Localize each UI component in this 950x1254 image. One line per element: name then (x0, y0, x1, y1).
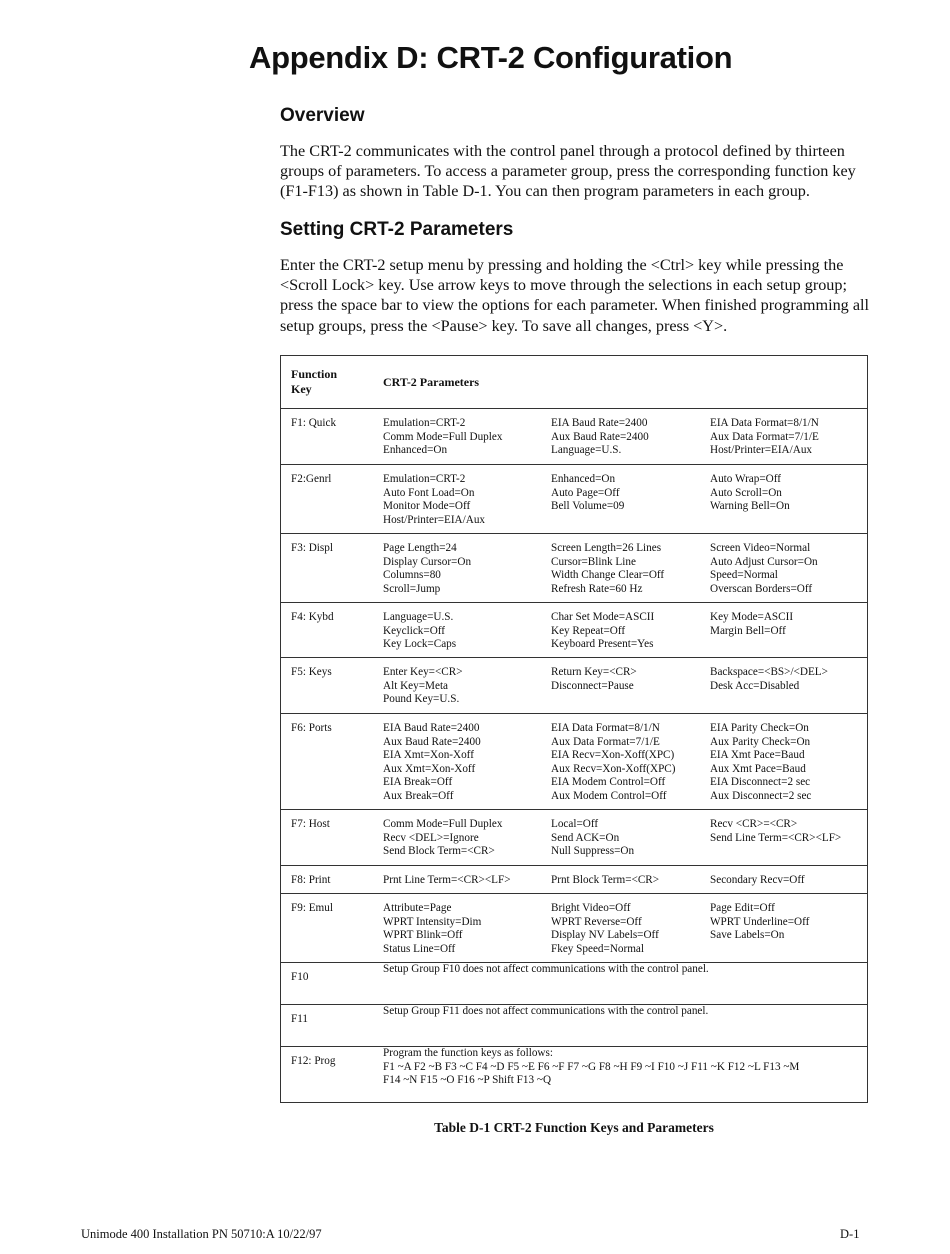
parameter-cell (383, 866, 551, 894)
parameter-value: Prnt Block Term=<CR> (551, 874, 660, 886)
parameter-value: Enhanced=On (551, 473, 616, 485)
parameter-cell (710, 534, 868, 603)
table-row (281, 1005, 868, 1047)
function-key-cell: F1: Quick (281, 409, 384, 465)
parameter-cell (551, 894, 710, 963)
parameter-value: Bright Video=Off (551, 902, 631, 914)
setting-paragraph: Enter the CRT-2 setup menu by pressing and holding the <Ctrl> key while pressing the <Scroll Lock> key. Use arrow keys to move through the selections in each setup group; press the space bar to view the options for each parameter. When finished programming all setup groups, press the <Pause> key. To save all changes, press <Y>. (280, 256, 870, 335)
parameter-value: EIA Data Format=8/1/N (551, 722, 660, 734)
function-key-cell: F9: Emul (281, 894, 384, 963)
parameter-value: Aux Modem Control=Off (551, 789, 667, 802)
parameter-cell (551, 714, 710, 810)
parameter-value: Comm Mode=Full Duplex (383, 818, 503, 830)
parameter-value: Key Lock=Caps (383, 638, 457, 650)
parameter-value: Display Cursor=On (383, 555, 472, 568)
overview-paragraph: The CRT-2 communicates with the control panel through a protocol defined by thirteen groups of parameters. To access a parameter group, press the corresponding function key (F1-F13) as shown in Table D-1. You can then program parameters in each group. (280, 142, 856, 201)
parameter-cell (551, 534, 710, 603)
parameter-value: WPRT Blink=Off (383, 929, 463, 941)
parameter-value: Screen Video=Normal (710, 542, 811, 554)
function-key-cell: F3: Displ (281, 534, 384, 603)
note-cell (383, 1005, 868, 1047)
parameter-value: Aux Data Format=7/1/E (710, 430, 819, 443)
parameter-cell (710, 714, 868, 810)
parameter-value: Pound Key=U.S. (383, 693, 460, 705)
table-row (281, 409, 868, 465)
parameter-value: Cursor=Blink Line (551, 555, 636, 568)
page-number: D-1 (840, 1227, 860, 1241)
parameter-value: Page Length=24 (383, 542, 457, 554)
parameter-value: Secondary Recv=Off (710, 874, 805, 886)
parameter-cell (383, 534, 551, 603)
note-text: F1 ~A F2 ~B F3 ~C F4 ~D F5 ~E F6 ~F F7 ~G F8 ~H F9 ~I F10 ~J F11 ~K F12 ~L F13 ~M (383, 1060, 800, 1073)
parameter-value: Save Labels=On (710, 929, 785, 941)
parameter-value: Warning Bell=On (710, 500, 790, 512)
parameter-value: Speed=Normal (710, 569, 778, 581)
table-header-row (281, 356, 868, 409)
parameter-value: Aux Baud Rate=2400 (383, 735, 481, 748)
parameter-value: Host/Printer=EIA/Aux (710, 444, 813, 456)
parameter-value: Disconnect=Pause (551, 679, 634, 692)
table-row (281, 866, 868, 894)
table-row (281, 534, 868, 603)
parameter-value: Status Line=Off (383, 942, 456, 955)
parameter-value: Aux Xmt Pace=Baud (710, 762, 806, 775)
parameter-cell (710, 603, 868, 658)
table-row (281, 810, 868, 866)
table-row (281, 603, 868, 658)
parameter-cell (383, 714, 551, 810)
parameter-value: Emulation=CRT-2 (383, 417, 466, 429)
parameter-value: Auto Font Load=On (383, 486, 475, 499)
parameter-value: Auto Scroll=On (710, 486, 782, 499)
parameter-cell (710, 409, 868, 465)
parameter-value: Key Mode=ASCII (710, 611, 794, 623)
function-key-cell: F2:Genrl (281, 465, 384, 534)
parameter-value: Alt Key=Meta (383, 679, 449, 692)
parameter-value: Overscan Borders=Off (710, 582, 813, 595)
parameter-value: EIA Disconnect=2 sec (710, 776, 811, 788)
parameter-value: Host/Printer=EIA/Aux (383, 513, 486, 526)
parameter-value: EIA Break=Off (383, 776, 453, 788)
function-key-cell: F8: Print (281, 866, 384, 894)
parameter-value: Send Block Term=<CR> (383, 845, 495, 857)
footer-left: Unimode 400 Installation PN 50710:A 10/22/97 (81, 1227, 322, 1241)
parameter-value: Fkey Speed=Normal (551, 942, 644, 955)
parameter-value: EIA Xmt=Xon-Xoff (383, 749, 474, 761)
parameter-value: Columns=80 (383, 569, 441, 581)
function-key-cell: F5: Keys (281, 658, 384, 714)
parameter-value: Enter Key=<CR> (383, 666, 463, 678)
parameter-cell (383, 409, 551, 465)
header-function-key (281, 356, 384, 409)
parameter-value: Enhanced=On (383, 444, 448, 456)
parameter-value: Language=U.S. (551, 444, 622, 456)
function-key-table (280, 355, 868, 1103)
parameter-value: Monitor Mode=Off (383, 500, 471, 512)
parameter-value: Char Set Mode=ASCII (551, 611, 655, 623)
parameter-value: Key Repeat=Off (551, 624, 626, 637)
table-row (281, 465, 868, 534)
parameter-value: Width Change Clear=Off (551, 569, 665, 581)
parameter-value: Aux Parity Check=On (710, 735, 811, 748)
function-key-cell: F4: Kybd (281, 603, 384, 658)
parameter-value: Scroll=Jump (383, 582, 441, 595)
parameter-cell (551, 465, 710, 534)
parameter-value: Aux Recv=Xon-Xoff(XPC) (551, 762, 676, 775)
parameter-value: Refresh Rate=60 Hz (551, 582, 643, 595)
parameter-value: Margin Bell=Off (710, 624, 786, 637)
parameter-value: Auto Wrap=Off (710, 473, 782, 485)
note-text: Program the function keys as follows: (383, 1047, 553, 1059)
note-text: Setup Group F10 does not affect communications with the control panel. (383, 963, 709, 975)
parameter-value: Keyboard Present=Yes (551, 638, 654, 650)
page-title: Appendix D: CRT-2 Configuration (249, 40, 733, 75)
parameter-cell (551, 810, 710, 866)
note-cell (383, 963, 868, 1005)
parameter-cell (551, 658, 710, 714)
function-key-cell: F6: Ports (281, 714, 384, 810)
parameter-cell (551, 409, 710, 465)
parameter-value: Null Suppress=On (551, 845, 635, 857)
parameter-cell (383, 465, 551, 534)
parameter-value: Aux Break=Off (383, 789, 454, 802)
parameter-value: Send ACK=On (551, 831, 620, 844)
parameter-value: EIA Data Format=8/1/N (710, 417, 819, 429)
overview-heading: Overview (280, 105, 365, 126)
parameter-value: EIA Recv=Xon-Xoff(XPC) (551, 749, 675, 761)
function-key-cell: F12: Prog (281, 1047, 384, 1103)
note-cell (383, 1047, 868, 1103)
parameter-cell (383, 603, 551, 658)
parameter-value: Prnt Line Term=<CR><LF> (383, 874, 511, 886)
function-key-cell: F10 (281, 963, 384, 1005)
function-key-cell: F11 (281, 1005, 384, 1047)
parameter-value: EIA Baud Rate=2400 (551, 417, 648, 429)
parameter-value: Attribute=Page (383, 902, 452, 914)
parameter-cell (551, 603, 710, 658)
parameter-value: Display NV Labels=Off (551, 929, 659, 941)
table-row (281, 963, 868, 1005)
parameter-cell (710, 658, 868, 714)
parameter-cell (383, 894, 551, 963)
header-params: CRT-2 Parameters (383, 356, 868, 409)
parameter-value: Auto Page=Off (551, 486, 620, 499)
note-text: Setup Group F11 does not affect communications with the control panel. (383, 1005, 709, 1017)
parameter-value: Page Edit=Off (710, 902, 775, 914)
parameter-value: Emulation=CRT-2 (383, 473, 466, 485)
table-row (281, 894, 868, 963)
parameter-value: Desk Acc=Disabled (710, 679, 800, 692)
parameter-value: Keyclick=Off (383, 624, 446, 637)
table-row (281, 1047, 868, 1103)
parameter-value: Language=U.S. (383, 611, 454, 623)
parameter-value: Local=Off (551, 818, 599, 830)
parameter-value: EIA Modem Control=Off (551, 776, 666, 788)
parameter-value: EIA Baud Rate=2400 (383, 722, 480, 734)
parameter-value: EIA Xmt Pace=Baud (710, 749, 805, 761)
parameter-value: EIA Parity Check=On (710, 722, 809, 734)
parameter-value: Aux Xmt=Xon-Xoff (383, 762, 476, 775)
parameter-value: Aux Disconnect=2 sec (710, 789, 812, 802)
parameter-cell (710, 866, 868, 894)
parameter-value: Auto Adjust Cursor=On (710, 555, 818, 568)
parameter-value: Recv <CR>=<CR> (710, 818, 798, 830)
parameter-cell (383, 810, 551, 866)
setting-heading: Setting CRT-2 Parameters (280, 219, 514, 240)
function-key-cell: F7: Host (281, 810, 384, 866)
note-text: F14 ~N F15 ~O F16 ~P Shift F13 ~Q (383, 1074, 552, 1086)
table-row (281, 658, 868, 714)
parameter-value: Backspace=<BS>/<DEL> (710, 666, 828, 678)
parameter-cell (710, 810, 868, 866)
parameter-value: WPRT Underline=Off (710, 915, 810, 928)
parameter-value: Recv <DEL>=Ignore (383, 831, 479, 844)
table-caption: Table D-1 CRT-2 Function Keys and Parameters (434, 1120, 714, 1135)
parameter-value: WPRT Intensity=Dim (383, 915, 482, 928)
parameter-value: Bell Volume=09 (551, 500, 625, 512)
table-row (281, 714, 868, 810)
header-fk-line2: Key (291, 382, 312, 396)
parameter-cell (383, 658, 551, 714)
parameter-value: Send Line Term=<CR><LF> (710, 831, 842, 844)
parameter-value: Comm Mode=Full Duplex (383, 430, 503, 443)
parameter-cell (710, 894, 868, 963)
parameter-value: Screen Length=26 Lines (551, 542, 662, 554)
parameter-value: WPRT Reverse=Off (551, 915, 642, 928)
header-fk-line1: Function (291, 367, 338, 381)
parameter-value: Aux Baud Rate=2400 (551, 430, 649, 443)
parameter-cell (551, 866, 710, 894)
parameter-cell (710, 465, 868, 534)
parameter-value: Return Key=<CR> (551, 666, 637, 678)
parameter-value: Aux Data Format=7/1/E (551, 735, 660, 748)
